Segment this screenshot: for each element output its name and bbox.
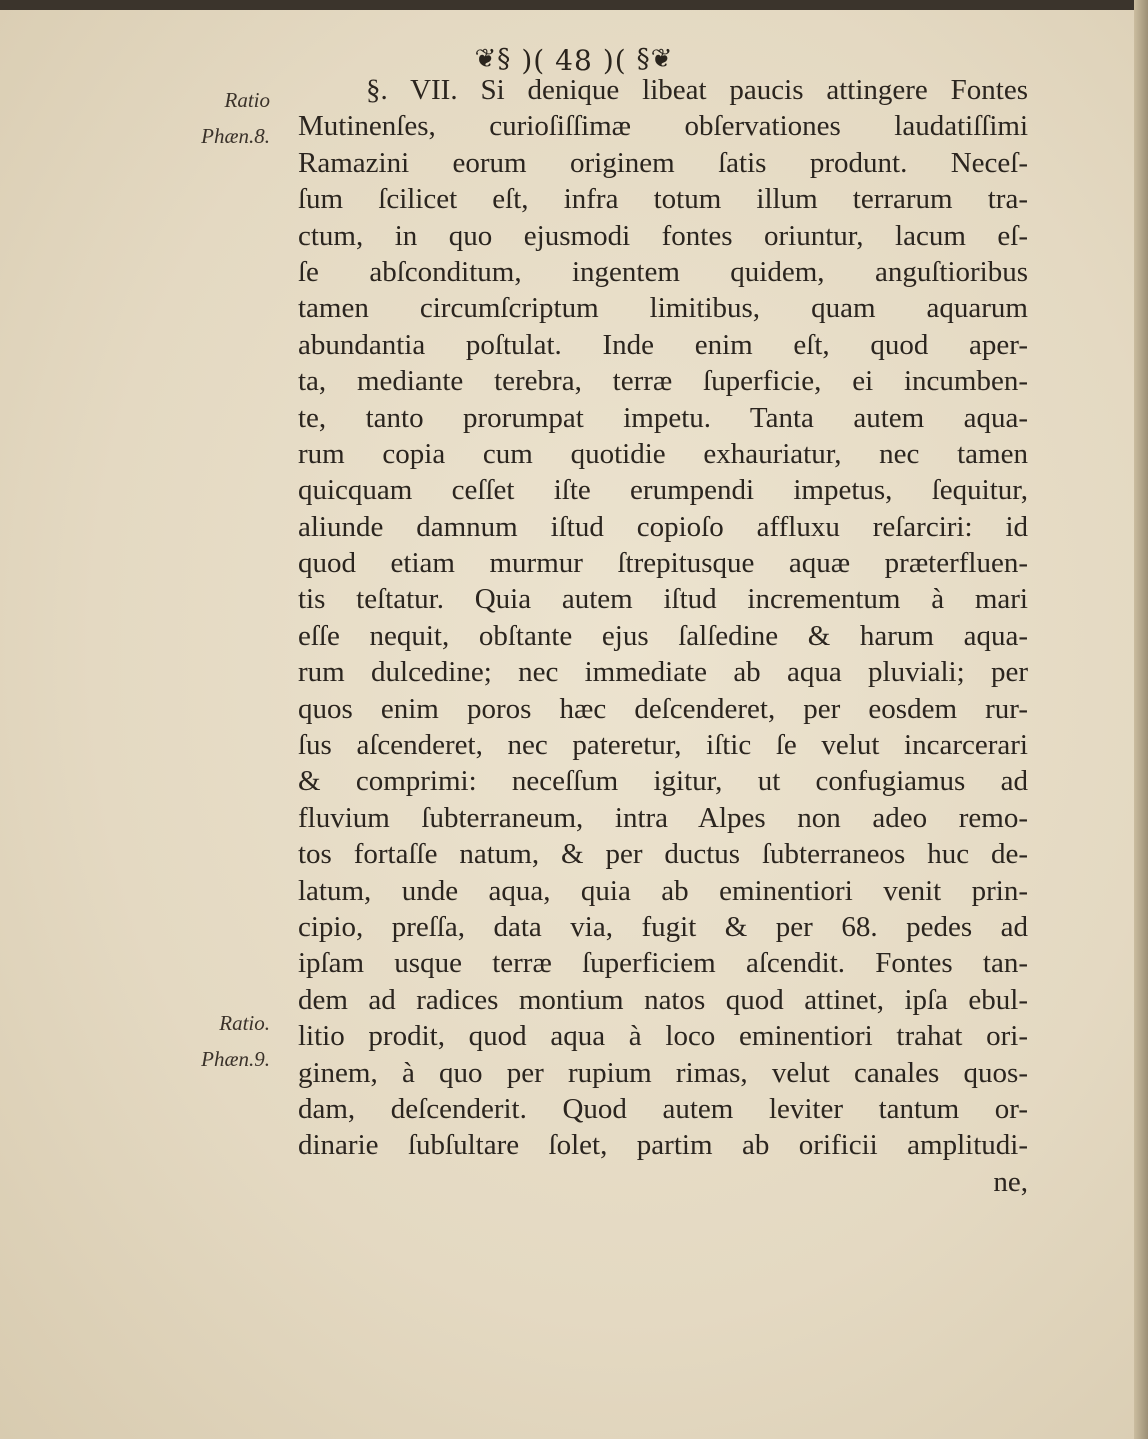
text-line: rum copia cum quotidie exhauriatur, nec tamen bbox=[298, 437, 1028, 470]
text-line: cipio, preſſa, data via, fugit & per 68. pedes ad bbox=[298, 910, 1028, 943]
text-line: ginem, à quo per rupium rimas, velut canales quos- bbox=[298, 1056, 1028, 1089]
text-line: dam, deſcenderit. Quod autem leviter tantum or- bbox=[298, 1092, 1028, 1125]
text-line: tis teſtatur. Quia autem iſtud incrementum à mari bbox=[298, 583, 1028, 616]
margin-note-line: Ratio. bbox=[219, 1011, 270, 1035]
page-number: 48 bbox=[555, 44, 593, 77]
page-top-edge bbox=[0, 0, 1148, 10]
text-line: quod etiam murmur ſtrepitusque aquæ præterfluen- bbox=[298, 547, 1028, 580]
text-line: quicquam ceſſet iſte erumpendi impetus, ſequitur, bbox=[298, 474, 1028, 507]
page-right-edge bbox=[1134, 0, 1148, 1439]
margin-note-line: Phæn.8. bbox=[201, 124, 270, 148]
text-line: latum, unde aqua, quia ab eminentiori venit prin- bbox=[298, 874, 1028, 907]
text-line: te, tanto prorumpat impetu. Tanta autem aqua- bbox=[298, 401, 1028, 434]
text-line: quos enim poros hæc deſcenderet, per eosdem rur- bbox=[298, 692, 1028, 725]
text-line: eſſe nequit, obſtante ejus ſalſedine & harum aqua- bbox=[298, 619, 1028, 652]
text-line: aliunde damnum iſtud copioſo affluxu reſarciri: id bbox=[298, 510, 1028, 543]
text-line: rum dulcedine; nec immediate ab aqua pluviali; per bbox=[298, 656, 1028, 689]
left-bracket: )( bbox=[521, 44, 546, 77]
text-line: tamen circumſcriptum limitibus, quam aquarum bbox=[298, 292, 1028, 325]
text-line: Ramazini eorum originem ſatis produnt. Neceſ- bbox=[298, 146, 1028, 179]
text-line: litio prodit, quod aqua à loco eminentiori trahat ori- bbox=[298, 1020, 1028, 1053]
text-line: ſus aſcenderet, nec pateretur, iſtic ſe velut incarcerari bbox=[298, 729, 1028, 762]
text-line: ipſam usque terræ ſuperficiem aſcendit. Fontes tan- bbox=[298, 947, 1028, 980]
left-ornament-icon: ❦§ bbox=[474, 44, 512, 74]
margin-note-ratio-phaen-9 bbox=[170, 1005, 270, 1077]
body-text bbox=[298, 72, 1028, 1200]
text-line: ta, mediante terebra, terræ ſuperficie, ei incumben- bbox=[298, 365, 1028, 398]
text-line: & comprimi: neceſſum igitur, ut confugiamus ad bbox=[298, 765, 1028, 798]
text-line: fluvium ſubterraneum, intra Alpes non adeo remo- bbox=[298, 801, 1028, 834]
text-line: §. VII. Si denique libeat paucis attingere Fontes bbox=[366, 74, 1028, 106]
text-line: ne, bbox=[993, 1165, 1028, 1198]
text-line: Mutinenſes, curioſiſſimæ obſervationes laudatiſſimi bbox=[298, 110, 1028, 143]
text-line: dinarie ſubſultare ſolet, partim ab orificii amplitudi- bbox=[298, 1129, 1028, 1162]
text-line: ſe abſconditum, ingentem quidem, anguſtioribus bbox=[298, 255, 1028, 288]
text-line: tos fortaſſe natum, & per ductus ſubterraneos huc de- bbox=[298, 838, 1028, 871]
text-line: ctum, in quo ejusmodi fontes oriuntur, lacum eſ- bbox=[298, 219, 1028, 252]
right-ornament-icon: §❦ bbox=[636, 44, 674, 74]
margin-note-ratio-phaen-8 bbox=[170, 82, 270, 154]
text-line: ſum ſcilicet eſt, infra totum illum terrarum tra- bbox=[298, 183, 1028, 216]
margin-note-line: Ratio bbox=[224, 88, 270, 112]
text-line: dem ad radices montium natos quod attinet, ipſa ebul- bbox=[298, 983, 1028, 1016]
text-line: abundantia poſtulat. Inde enim eſt, quod aper- bbox=[298, 328, 1028, 361]
right-bracket: )( bbox=[602, 44, 627, 77]
margin-note-line: Phæn.9. bbox=[201, 1047, 270, 1071]
